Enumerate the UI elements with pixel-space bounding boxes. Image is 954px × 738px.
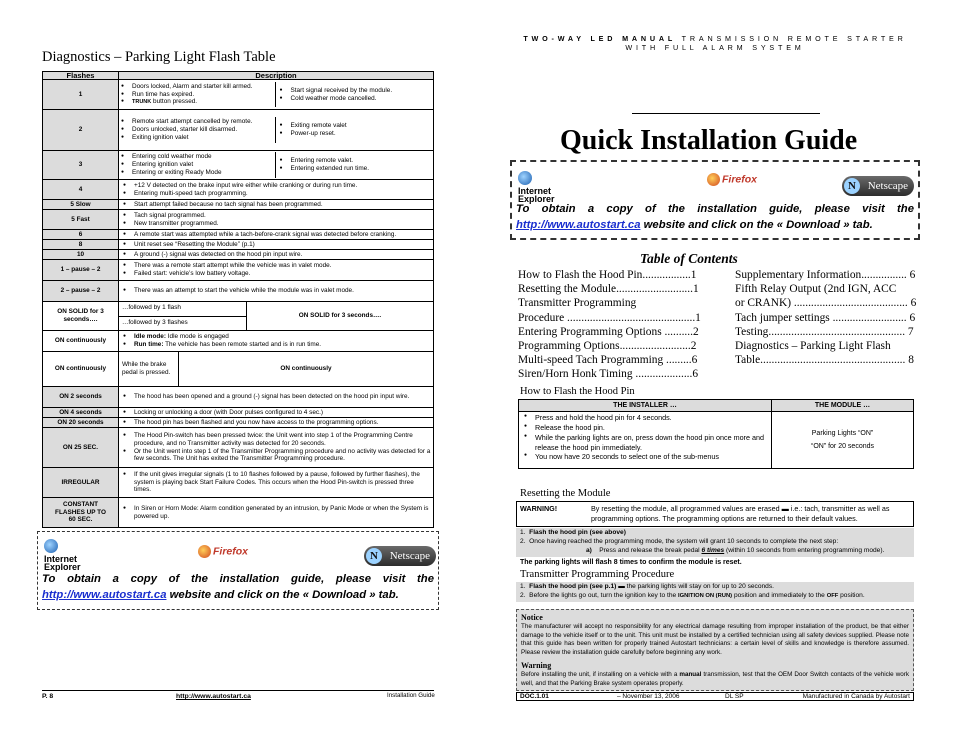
flash-count: 5 Slow xyxy=(43,200,119,210)
list-item: ● Unit reset see “Resetting the Module” (p.1) xyxy=(121,241,431,249)
list-item: ● Entering remote valet. xyxy=(278,157,434,165)
table-row xyxy=(43,110,434,151)
list-item: ● If the unit gives irregular signals (1 to 10 flashes followed by a pause, followed by further flashes), the system is playing back Start Failure Codes. This occurs when the Hood Pin-switch is pressed three times. xyxy=(121,471,431,494)
toc-item[interactable]: Multi-speed Tach Programming .........6 xyxy=(518,354,698,367)
table-row xyxy=(43,428,434,468)
list-item: ● Exiting remote valet xyxy=(278,122,434,130)
download-promo-right xyxy=(510,160,920,240)
flash-count: 3 xyxy=(43,151,119,180)
list-item: ● Run time: The vehicle has been remote started and is in run time. xyxy=(121,341,431,349)
firefox-logo: Firefox xyxy=(198,545,248,558)
toc-right-column xyxy=(735,268,925,367)
list-item: ● New transmitter programmed. xyxy=(121,220,431,228)
flash-count: ON continuously xyxy=(43,352,119,387)
toc-item[interactable]: Diagnostics – Parking Light Flash xyxy=(735,340,891,353)
list-item: ● Start signal received by the module. xyxy=(278,87,434,95)
flash-count: 10 xyxy=(43,250,119,260)
list-item: ● Cold weather mode cancelled. xyxy=(278,95,434,103)
flash-count: CONSTANT FLASHES UP TO 60 SEC. xyxy=(43,498,119,528)
toc-item[interactable]: Procedure .............................................1 xyxy=(518,311,701,324)
flash-count: 5 Fast xyxy=(43,210,119,230)
flash-count: ON continuously xyxy=(43,331,119,352)
table-row xyxy=(43,498,434,528)
hood-pin-section-title: How to Flash the Hood Pin xyxy=(520,386,635,397)
table-row xyxy=(43,418,434,428)
list-item: ● Start attempt failed because no tach signal has been programmed. xyxy=(121,201,431,209)
table-row xyxy=(43,331,434,352)
download-instructions: To obtain a copy of the installation guide, please visit the http://www.autostart.ca website and click on the « Download » tab. xyxy=(42,573,434,601)
on-solid-label: ON SOLID for 3 seconds…. xyxy=(298,312,382,320)
warning-text: By resetting the module, all programmed values are erased ▬ i.e.: tach, transmitter as well as programming options. The programming options are returned to their default values. xyxy=(591,504,890,523)
download-promo-left xyxy=(37,531,439,610)
list-item: ● A remote start was attempted while a tach-before-crank signal was detected before cranking. xyxy=(121,231,431,239)
trunk-label: TRUNK xyxy=(132,99,152,106)
flash-count: 6 xyxy=(43,230,119,240)
list-item: ● While the parking lights are on, press down the hood pin once more and release the hood pin immediately. xyxy=(522,433,768,452)
table-row xyxy=(43,180,434,200)
netscape-icon: N xyxy=(366,548,382,564)
firefox-icon xyxy=(707,173,720,186)
flash-count: 1 xyxy=(43,80,119,110)
list-item: ● Entering extended run time. xyxy=(278,165,434,173)
netscape-logo: N Netscape xyxy=(842,176,914,196)
list-item: ● Power-up reset. xyxy=(278,130,434,138)
internet-explorer-logo: Internet Explorer xyxy=(44,539,81,572)
flash-count: ON 2 seconds xyxy=(43,387,119,408)
internet-explorer-logo: Internet Explorer xyxy=(518,171,555,204)
list-item: ● You now have 20 seconds to select one of the sub-menus xyxy=(522,452,768,462)
ie-globe-icon xyxy=(518,171,532,185)
diagnostics-title: Diagnostics – Parking Light Flash Table xyxy=(42,49,276,65)
list-item: ● The Hood Pin-switch has been pressed twice: the Unit went into step 1 of the Programming Centre procedure, and no Transmitter activity was detected for 20 seconds. xyxy=(121,432,431,447)
flash-count: 8 xyxy=(43,240,119,250)
toc-item[interactable]: Resetting the Module...........................1 xyxy=(518,283,699,296)
flash-count: ON SOLID for 3 seconds…. xyxy=(43,302,119,331)
warning-title: Warning xyxy=(521,660,552,670)
list-item: ● There was a remote start attempt while the vehicle was in valet mode. xyxy=(121,262,431,270)
transmitter-section-title: Transmitter Programming Procedure xyxy=(520,569,675,580)
list-item: ● Idle mode: Idle mode is engaged xyxy=(121,333,431,341)
table-row xyxy=(43,408,434,418)
page-title: Quick Installation Guide xyxy=(560,125,858,156)
table-row xyxy=(43,151,434,180)
doc-date: – November 13, 2006 xyxy=(617,693,680,700)
header-bold: TWO-WAY LED MANUAL xyxy=(523,34,677,43)
toc-item[interactable]: Entering Programming Options ..........2 xyxy=(518,325,699,338)
table-row xyxy=(43,250,434,260)
toc-title: Table of Contents xyxy=(640,251,738,266)
flash-count: ON 25 SEC. xyxy=(43,428,119,468)
diagnostics-table xyxy=(42,71,434,528)
netscape-logo: N Netscape xyxy=(364,546,436,566)
table-row xyxy=(43,210,434,230)
autostart-link[interactable]: http://www.autostart.ca xyxy=(42,588,167,601)
notice-box xyxy=(516,609,914,691)
document-info-bar xyxy=(516,692,914,701)
toc-item[interactable]: or CRANK) ........................................ 6 xyxy=(735,297,917,310)
list-item: ● Entering cold weather mode xyxy=(119,153,275,161)
list-item: ● A ground (-) signal was detected on the hood pin input wire. xyxy=(121,251,431,259)
manufacturer-line: Manufactured in Canada by Autostart xyxy=(802,693,910,700)
description-header: Description xyxy=(119,72,434,80)
module-header: THE MODULE … xyxy=(772,400,914,412)
download-instructions: To obtain a copy of the installation guide, please visit the http://www.autostart.ca website and click on the « Download » tab. xyxy=(516,203,914,231)
toc-item[interactable]: Tach jumper settings .......................... 6 xyxy=(735,311,916,324)
list-item: ● Failed start: vehicle’s low battery voltage. xyxy=(121,270,431,278)
reset-warning-box xyxy=(516,501,914,527)
table-row xyxy=(43,230,434,240)
ie-globe-icon xyxy=(44,539,58,553)
flash-count: ON 20 seconds xyxy=(43,418,119,428)
page-number: P. 8 xyxy=(42,693,54,700)
flash-count: 4 xyxy=(43,180,119,200)
toc-item[interactable]: Fifth Relay Output (2nd IGN, ACC xyxy=(735,283,897,296)
list-item: ● Release the hood pin. xyxy=(522,423,768,433)
flashes-header: Flashes xyxy=(43,72,119,80)
flash-count: IRREGULAR xyxy=(43,468,119,498)
reset-section-title: Resetting the Module xyxy=(520,488,611,499)
table-row xyxy=(43,281,434,302)
hood-pin-table xyxy=(518,399,914,469)
doc-number: DOC.1.01 xyxy=(520,693,549,700)
title-rule xyxy=(632,113,820,114)
table-row xyxy=(43,200,434,210)
flash-count: ON 4 seconds xyxy=(43,408,119,418)
table-row xyxy=(43,352,434,387)
autostart-link[interactable]: http://www.autostart.ca xyxy=(516,218,641,231)
netscape-icon: N xyxy=(844,178,860,194)
module-response-1: Parking Lights “ON” xyxy=(811,430,874,438)
firefox-icon xyxy=(198,545,211,558)
reset-step-1: Flash the hood pin (see above) xyxy=(529,529,626,536)
list-item: ● Locking or unlocking a door (with Door pulses configured to 4 sec.) xyxy=(121,409,431,417)
followed-by-1-flash: …followed by 1 flash xyxy=(119,302,246,317)
footer-url[interactable]: http://www.autostart.ca xyxy=(176,693,251,700)
reset-steps: 1. Flash the hood pin (see above) 2. Once having reached the programming mode, the system will grant 10 seconds to complete the next step: a) Press and release the break pedal 6 times (within 10 seconds from entering programming mode). xyxy=(516,528,914,557)
list-item: ● Run time has expired. xyxy=(119,91,275,99)
installer-header: THE INSTALLER … xyxy=(519,400,772,412)
doc-initials: DL SP xyxy=(725,693,744,700)
table-row xyxy=(43,302,434,331)
notice-text: The manufacturer will accept no responsibility for any electrical damage resulting from improper installation of the product, be that either damage to the vehicle itself or to the unit. This unit must be installed by a certified technician using all safety devices supplied. Please note that this guide has been written for properly trained Autostart technicians: a certain level of skills and knowledge is therefore assumed. Please review the installation guide carefully before beginning any work. xyxy=(521,623,909,657)
footer-rule xyxy=(42,690,434,691)
list-item: ● Press and hold the hood pin for 4 seconds. xyxy=(522,413,768,423)
warning-text: Before installing the unit, if installing on a vehicle with a manual transmission, test that the OEM Door Switch contacts of the vehicle work well, and that the Parking Brake system operates properly. xyxy=(521,670,909,687)
followed-by-3-flashes: …followed by 3 flashes xyxy=(122,318,188,326)
flash-count: 1 – pause – 2 xyxy=(43,260,119,281)
list-item: ● The hood has been opened and a ground (-) signal has been detected on the hood pin input wire. xyxy=(121,393,431,401)
toc-item[interactable]: Table................................................... 8 xyxy=(735,354,914,367)
table-row xyxy=(43,240,434,250)
firefox-logo: Firefox xyxy=(707,173,757,186)
list-item: ● Entering ignition valet xyxy=(119,161,275,169)
list-item: ● In Siren or Horn Mode: Alarm condition generated by an intrusion, by Panic Mode or when the System is powered up. xyxy=(121,505,431,520)
toc-item[interactable]: Supplementary Information................ 6 xyxy=(735,269,916,281)
list-item: ● The hood pin has been flashed and you now have access to the programming options. xyxy=(121,419,431,427)
list-item: ● Entering multi-speed tach programming. xyxy=(121,190,431,198)
table-row xyxy=(43,80,434,110)
list-item: ● Or the Unit went into step 1 of the Transmitter Programming procedure and no activity was detected for a few seconds. The Unit has exited the Transmitter Programming procedure. xyxy=(121,448,431,463)
list-item: ● Exiting ignition valet xyxy=(119,134,275,142)
warning-label: WARNING! xyxy=(520,504,558,513)
table-row xyxy=(43,387,434,408)
list-item: ● +12 V detected on the brake input wire either while cranking or during run time. xyxy=(121,182,431,190)
list-item: ● Doors unlocked, starter kill disarmed. xyxy=(119,126,275,134)
footer-label: Installation Guide xyxy=(387,692,435,699)
list-item: ● Tach signal programmed. xyxy=(121,212,431,220)
reset-step-2: Once having reached the programming mode, the system will grant 10 seconds to complete the next step: xyxy=(529,537,839,545)
list-item: ● Doors locked, Alarm and starter kill armed. xyxy=(119,83,275,91)
brake-pedal-note: While the brake pedal is pressed. xyxy=(119,352,179,386)
list-item: ● Entering or exiting Ready Mode xyxy=(119,169,275,177)
table-header-row xyxy=(43,72,434,80)
notice-title: Notice xyxy=(521,613,543,622)
flash-count: 2 – pause – 2 xyxy=(43,281,119,302)
page-header: TWO-WAY LED MANUAL TRANSMISSION REMOTE STARTER WITH FULL ALARM SYSTEM xyxy=(516,34,914,52)
reset-confirmation: The parking lights will flash 8 times to confirm the module is reset. xyxy=(520,559,742,566)
flash-count: 2 xyxy=(43,110,119,151)
toc-item[interactable]: Transmitter Programming xyxy=(518,297,637,310)
header-line-2: WITH FULL ALARM SYSTEM xyxy=(625,43,805,52)
list-item: ● Remote start attempt cancelled by remote. xyxy=(119,118,275,126)
transmitter-steps: 1. Flash the hood pin (see p.1) ▬ the parking lights will stay on for up to 20 seconds. 2. Before the lights go out, turn the ignition key to the IGNITION ON (RUN) position and immediately to the OFF position. xyxy=(516,582,914,602)
module-response-2: “ON” for 20 seconds xyxy=(810,443,875,451)
table-row xyxy=(43,260,434,281)
table-row xyxy=(43,468,434,498)
toc-item[interactable]: Testing................................................ 7 xyxy=(735,325,914,338)
toc-item[interactable]: Programming Options.........................2 xyxy=(518,340,697,353)
toc-item[interactable]: How to Flash the Hood Pin.................1 xyxy=(518,269,697,281)
on-continuously-label: ON continuously xyxy=(280,365,332,373)
list-item: ● There was an attempt to start the vehicle while the module was in valet mode. xyxy=(121,287,431,295)
toc-left-column xyxy=(518,268,710,382)
toc-item[interactable]: Siren/Horn Honk Timing ....................6 xyxy=(518,368,699,381)
list-item: ● TRUNK button pressed. xyxy=(119,98,275,106)
